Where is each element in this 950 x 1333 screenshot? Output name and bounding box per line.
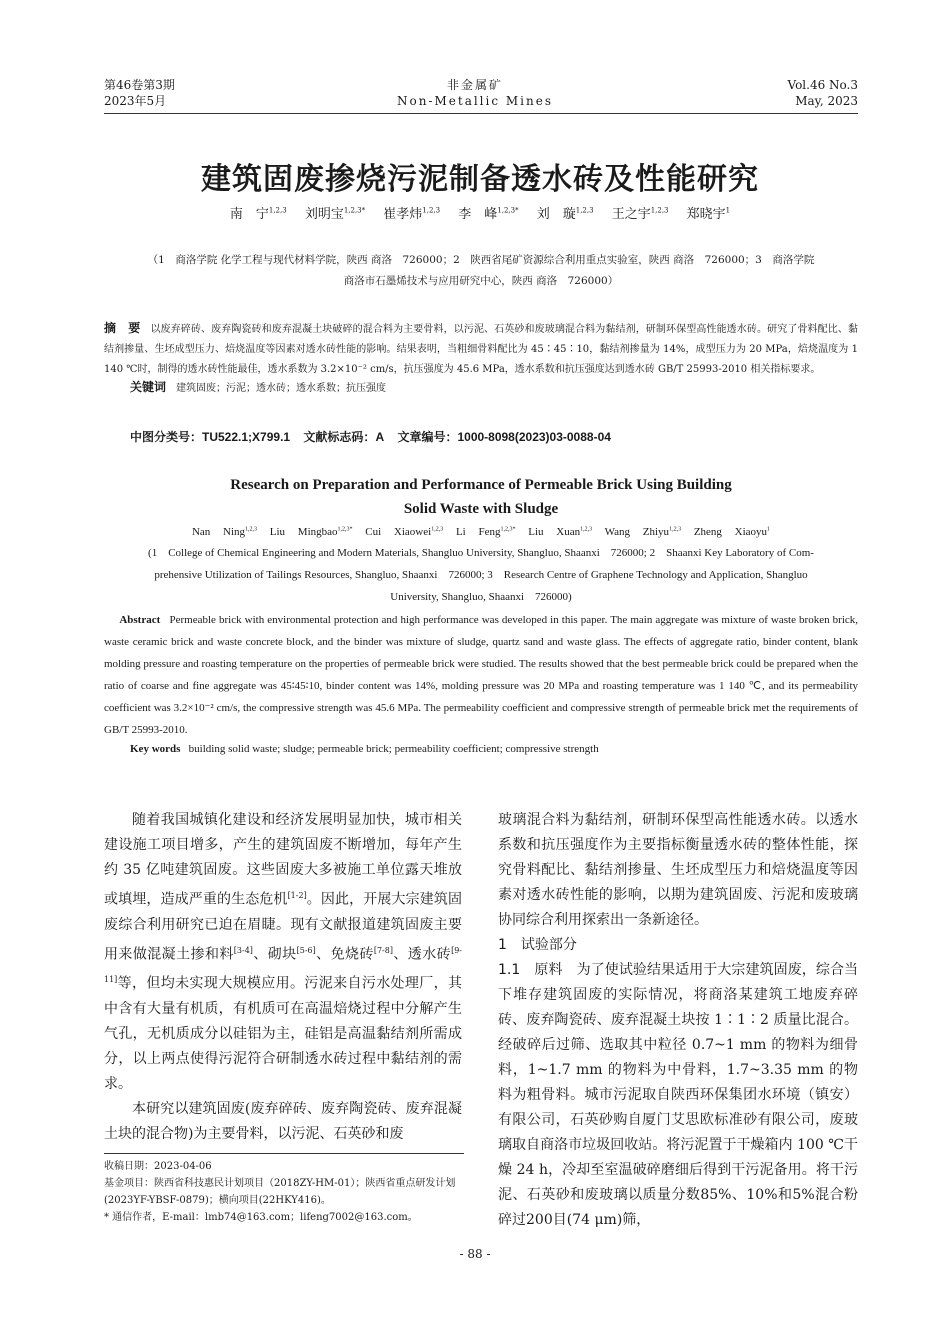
affiliation-cn: （1 商洛学院 化学工程与现代材料学院，陕西 商洛 726000；2 陕西省尾矿资源综合利用重点实验室，陕西 商洛 726000；3 商洛学院 商洛市石墨烯技术与应用研究中心，陕西 商洛 726000） <box>147 254 815 287</box>
body-paragraph: 玻璃混合料为黏结剂，研制环保型高性能透水砖。以透水系数和抗压强度作为主要指标衡量透水砖的整体性能，探究骨料配比、黏结剂掺量、生坯成型压力和焙烧温度等因素对透水砖性能的影响，以期为建筑固废、污泥和废玻璃协同综合利用探索出一条新途径。 <box>498 812 858 928</box>
journal-volume-info <box>104 77 175 109</box>
author: Wang Zhiyu$^{1,2,3}$ <box>604 525 682 538</box>
citation: [3-4] <box>233 945 253 955</box>
fund-info: 基金项目：陕西省科技惠民计划项目（2018ZY-HM-01）；陕西省重点研发计划(2023YF-YBSF-0879)；横向项目(22HKY416)。 <box>104 1178 456 1206</box>
corresponding-author: * 通信作者，E-mail：lmb74@163.com；lifeng7002@163.com。 <box>104 1212 418 1223</box>
author: 崔孝炜$^{1,2,3}$ <box>383 207 441 223</box>
author: Li Feng$^{1,2,3*}$ <box>455 525 516 538</box>
keywords-en <box>130 738 858 760</box>
abstract-label-en: Abstract <box>119 614 161 626</box>
author: Liu Xuan$^{1,2,3}$ <box>528 525 593 538</box>
page-number: - 88 - <box>459 1247 491 1261</box>
keywords-label-cn: 关键词 <box>130 380 167 394</box>
author: Cui Xiaowei$^{1,2,3}$ <box>365 525 444 538</box>
keywords-cn <box>130 377 858 399</box>
issue-date-en: May, 2023 <box>795 94 858 108</box>
author-list-en <box>104 519 858 542</box>
subsection-heading: 1.1 原料 <box>498 962 563 978</box>
abstract-en <box>104 609 858 741</box>
author: 李 峰$^{1,2,3*}$ <box>458 207 519 223</box>
article-number: 1000-8098(2023)03-0088-04 <box>457 430 611 444</box>
issue-date: 2023年5月 <box>104 94 167 108</box>
journal-volume-info-en <box>788 77 859 109</box>
keywords-label-en: Key words <box>130 743 181 755</box>
citation: [5-6] <box>296 945 316 955</box>
keywords-text-cn: 建筑固废；污泥；透水砖；透水系数；抗压强度 <box>176 383 387 394</box>
author: 刘明宝$^{1,2,3*}$ <box>304 207 366 223</box>
journal-name-cn: 非金属矿 <box>446 78 503 92</box>
header-rule <box>104 113 858 114</box>
author: 刘 璇$^{1,2,3}$ <box>536 207 594 223</box>
citation: [7-8] <box>373 945 393 955</box>
keywords-text-en: building solid waste; sludge; permeable brick; permeability coefficient; compressive strength <box>188 743 599 755</box>
footnote-rule <box>104 1153 464 1154</box>
abstract-text-cn: 以废弃碎砖、废弃陶瓷砖和废弃混凝土块破碎的混合料为主要骨料，以污泥、石英砂和废玻璃混合料为黏结剂，研制环保型高性能透水砖。研究了骨料配比、黏结剂掺量、生坯成型压力、焙烧温度等因素对透水砖性能的影响。结果表明，当粗细骨料配比为 45∶45∶10，黏结剂掺量为 14%，成型压力为 20 MPa，焙烧温度为 1 140 ℃时，制得的透水砖性能最佳，透水系数为 3.2×10⁻² cm/s，抗压强度为 45.6 MPa，透水系数和抗压强度达到透水砖 GB/T 25993-2010 相关指标要求。 <box>104 324 858 375</box>
author: Liu Mingbao$^{1,2,3*}$ <box>269 525 353 538</box>
affiliation-en: (1 College of Chemical Engineering and Modern Materials, Shangluo University, Shangluo, Shaanxi 726000; 2 Shaanxi Key Laboratory of Com- prehensive Utilization of Tailings Resources, Shangluo, Shaanxi 726000; 3 Research Centre of Graphene Technology and Application, Shangluo University, Shangluo, Shaanxi 726000) <box>148 547 814 603</box>
journal-name-en: Non-Metallic Mines <box>396 94 554 108</box>
subsection-paragraph: 1.1 原料 为了使试验结果适用于大宗建筑固废，综合当下堆存建筑固废的实际情况，将商洛某建筑工地废弃碎砖、废弃陶瓷砖、废弃混凝土块按 1∶1∶2 质量比混合。经破碎后过筛、选取其中粒径 0.7~1 mm 的物料为细骨料，1~1.7 mm 的物料为中骨料，1.7~3.35 mm 的物料为粗骨料。城市污泥取自陕西环保集团水环境（镇安）有限公司，石英砂购自厦门艾思欧标准砂有限公司，废玻璃取自商洛市垃圾回收站。将污泥置于干燥箱内 100 ℃干燥 24 h，冷却至室温破碎磨细后得到干污泥备用。将干污泥、石英砂和废玻璃以质量分数85%、10%和5%混合粉碎过200目(74 μm)筛， <box>498 962 859 1228</box>
body-column-right <box>498 808 858 1233</box>
author: 王之宇$^{1,2,3}$ <box>611 207 669 223</box>
footnote <box>104 1158 464 1226</box>
author: Zheng Xiaoyu$^1$ <box>693 525 771 538</box>
document-code: A <box>375 430 385 444</box>
abstract-label-cn: 摘 要 <box>104 321 141 335</box>
classification-line: 中图分类号：TU522.1;X799.1 文献标志码：A 文章编号：1000-8098(2023)03-0088-04 <box>130 430 611 444</box>
body-column-left <box>104 808 462 1147</box>
author: Nan Ning$^{1,2,3}$ <box>191 525 258 538</box>
body-paragraph: 本研究以建筑固废(废弃碎砖、废弃陶瓷砖、废弃混凝土块的混合物)为主要骨料，以污泥、石英砂和废 <box>104 1100 462 1142</box>
citation: [1-2] <box>287 891 307 900</box>
paper-title-en: Research on Preparation and Performance of Permeable Brick Using Building Solid Waste with Sludge <box>230 477 732 517</box>
section-heading: 1 试验部分 <box>498 937 577 953</box>
clc-number: TU522.1;X799.1 <box>202 430 291 444</box>
citation: [9-11] <box>104 945 462 985</box>
received-date: 收稿日期：2023-04-06 <box>104 1161 212 1172</box>
journal-name <box>300 77 650 109</box>
body-paragraph: 随着我国城镇化建设和经济发展明显加快，城市相关建设施工项目增多，产生的建筑固废不断增加，每年产生约 35 亿吨建筑固废。这些固废大多被施工单位露天堆放或填埋，造成严重的生态危机[1-2]。因此，开展大宗建筑固废综合利用研究已迫在眉睫。现有文献报道建筑固废主要用来做混凝土掺和料[3-4]、砌块[5-6]、免烧砖[7-8]、透水砖[9-11]等，但均未实现大规模应用。污泥来自污水处理厂，其中含有大量有机质，有机质可在高温焙烧过程中分解产生气孔，无机质成分以硅铝为主，硅铝是高温黏结剂所需成分，以上两点使得污泥符合研制透水砖过程中黏结剂的需求。 <box>104 812 463 1092</box>
abstract-text-en: Permeable brick with environmental protection and high performance was developed in this paper. The main aggregate was mixture of waste broken brick, waste ceramic brick and waste concrete block, and the binder was mixture of sludge, quartz sand and waste glass. The effects of aggregate ratio, binder content, blank molding pressure and roasting temperature on the properties of permeable brick were studied. The results showed that the best permeable brick could be prepared when the ratio of coarse and fine aggregate was 45∶45∶10, binder content was 14%, molding pressure was 20 MPa and roasting temperature was 1 140 ℃, and its permeability coefficient was 3.2×10⁻² cm/s, the compressive strength was 45.6 MPa. The permeability coefficient and compressive strength of permeable brick met the requirements of GB/T 25993-2010. <box>104 614 859 736</box>
volume-issue-en: Vol.46 No.3 <box>787 78 858 92</box>
abstract-cn <box>104 318 858 380</box>
author-list-cn <box>100 200 860 226</box>
paper-title-cn: 建筑固废掺烧污泥制备透水砖及性能研究 <box>201 162 759 197</box>
volume-issue: 第46卷第3期 <box>104 78 175 92</box>
author: 南 宁$^{1,2,3}$ <box>229 207 287 223</box>
author: 郑晓宇$^1$ <box>686 207 731 223</box>
